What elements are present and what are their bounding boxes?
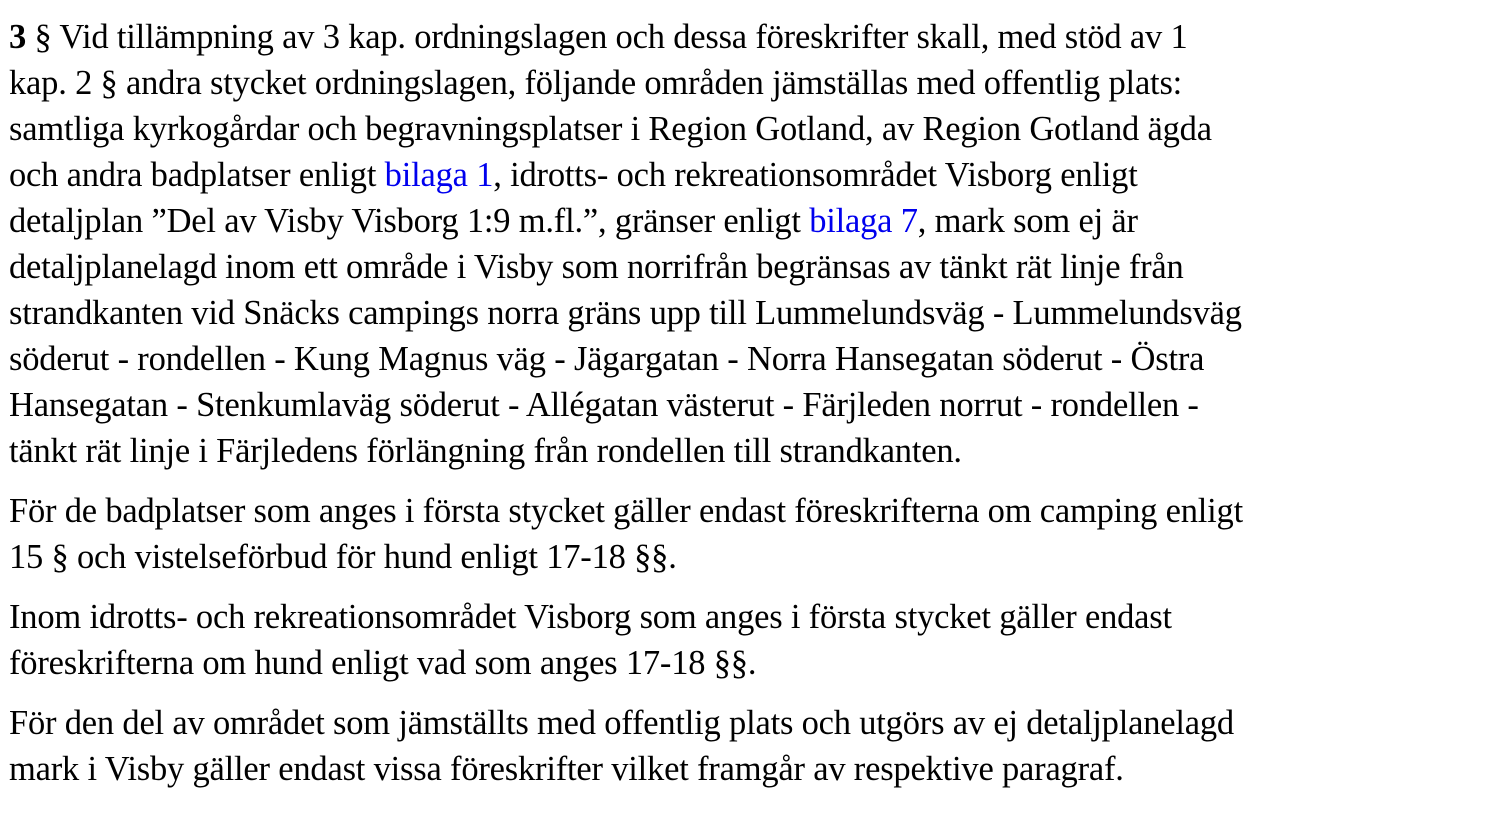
- paragraph-2: [9, 488, 1480, 580]
- paragraph-1-line-10: tänkt rät linje i Färjledens förlängning från rondellen till strandkanten.: [9, 432, 962, 470]
- paragraph-1-line-1-text: § Vid tillämpning av 3 kap. ordningslagen och dessa föreskrifter skall, med stöd av 1: [26, 18, 1188, 56]
- paragraph-1-line-6: detaljplanelagd inom ett område i Visby som norrifrån begränsas av tänkt rät linje från: [9, 248, 1184, 286]
- paragraph-1-line-4-text-b: , idrotts- och rekreationsområdet Visborg enligt: [493, 156, 1138, 194]
- paragraph-3-line-2: föreskrifterna om hund enligt vad som anges 17-18 §§.: [9, 644, 757, 682]
- bilaga-7-link[interactable]: bilaga 7: [809, 202, 918, 240]
- paragraph-1-line-3: samtliga kyrkogårdar och begravningsplatser i Region Gotland, av Region Gotland ägda: [9, 110, 1212, 148]
- paragraph-1-line-5-text-a: detaljplan ”Del av Visby Visborg 1:9 m.fl.”, gränser enligt: [9, 202, 810, 240]
- paragraph-3-line-1: Inom idrotts- och rekreationsområdet Visborg som anges i första stycket gäller endast: [9, 598, 1172, 636]
- paragraph-4-line-2: mark i Visby gäller endast vissa föreskrifter vilket framgår av respektive paragraf.: [9, 750, 1124, 788]
- paragraph-2-line-1: För de badplatser som anges i första stycket gäller endast föreskrifterna om camping enligt: [9, 492, 1243, 530]
- paragraph-4-line-1: För den del av området som jämställts med offentlig plats och utgörs av ej detaljplanelagd: [9, 704, 1234, 742]
- bilaga-1-link[interactable]: bilaga 1: [384, 156, 494, 194]
- paragraph-1-line-2: kap. 2 § andra stycket ordningslagen, följande områden jämställas med offentlig plats:: [9, 64, 1183, 102]
- paragraph-3: [9, 594, 1480, 686]
- paragraph-2-line-2: 15 § och vistelseförbud för hund enligt 17-18 §§.: [9, 538, 677, 576]
- paragraph-1-line-4: [9, 152, 1480, 198]
- paragraph-1-line-5-text-b: , mark som ej är: [917, 202, 1138, 240]
- paragraph-1: [9, 14, 1480, 474]
- paragraph-1-line-4-text-a: och andra badplatser enligt: [9, 156, 385, 194]
- paragraph-1-line-1: [9, 14, 1480, 60]
- paragraph-1-line-7: strandkanten vid Snäcks campings norra gräns upp till Lummelundsväg - Lummelundsväg: [9, 294, 1242, 332]
- section-number: 3: [9, 18, 27, 56]
- paragraph-1-line-8: söderut - rondellen - Kung Magnus väg - Jägargatan - Norra Hansegatan söderut - Östra: [9, 340, 1205, 378]
- paragraph-1-line-5: [9, 198, 1480, 244]
- paragraph-4: [9, 700, 1480, 792]
- paragraph-1-line-9: Hansegatan - Stenkumlaväg söderut - Allégatan västerut - Färjleden norrut - rondellen -: [9, 386, 1199, 424]
